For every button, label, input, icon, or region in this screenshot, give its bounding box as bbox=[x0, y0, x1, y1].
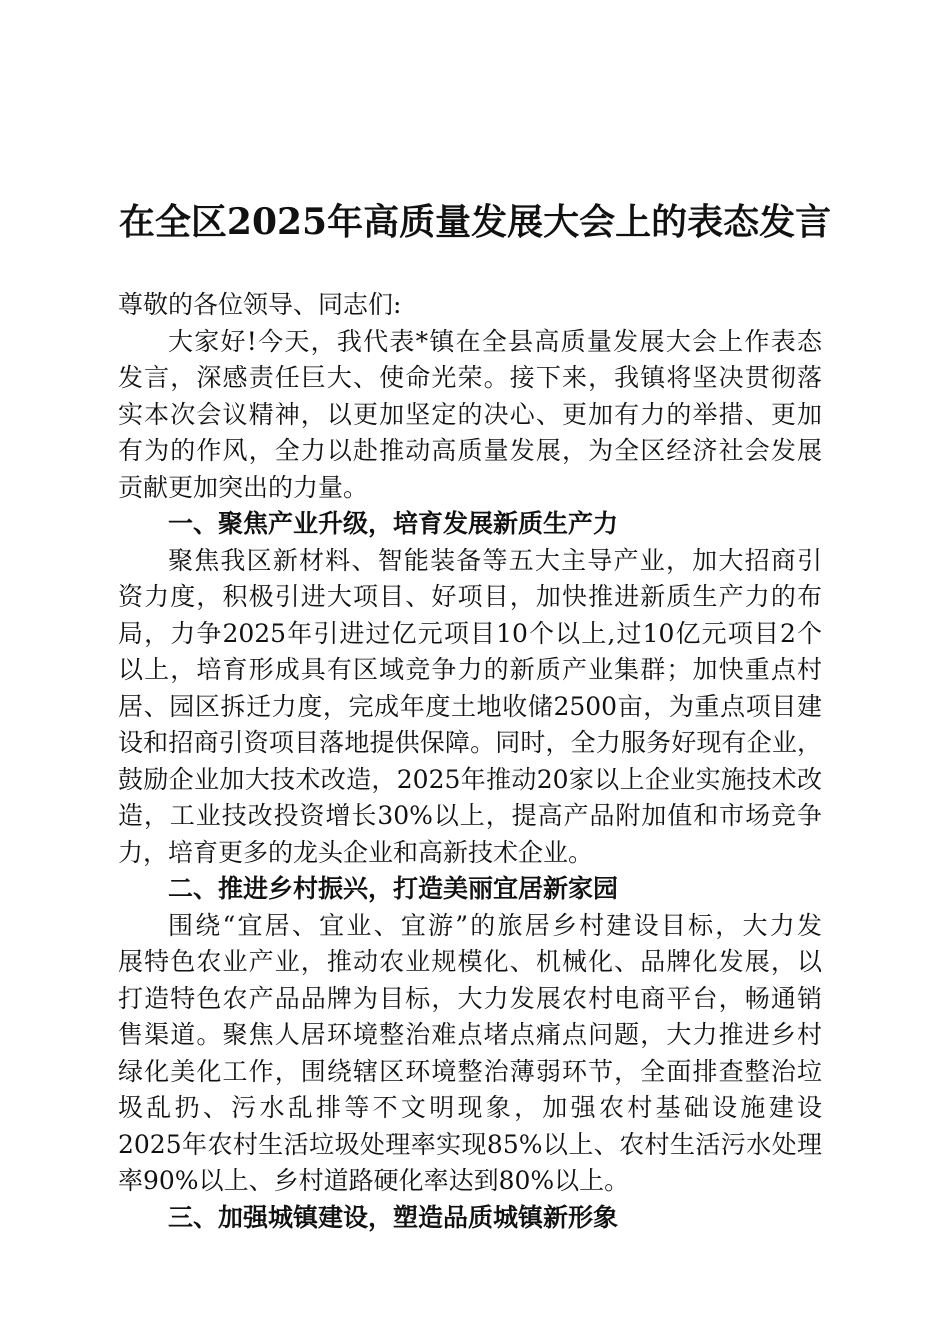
paragraph-line: 聚焦我区新材料、智能装备等五大主导产业，加大招商引 bbox=[168, 545, 822, 575]
paragraph-line: 资力度，积极引进大项目、好项目，加快推进新质生产力的布 bbox=[118, 582, 822, 611]
paragraph-line: 以上，培育形成具有区域竞争力的新质产业集群；加快重点村 bbox=[118, 655, 822, 684]
paragraph-line: 2025年农村生活垃圾处理率实现85%以上、农村生活污水处理 bbox=[118, 1129, 822, 1159]
paragraph-line: 有为的作风，全力以赴推动高质量发展，为全区经济社会发展 bbox=[118, 436, 822, 465]
salutation: 尊敬的各位领导、同志们: bbox=[118, 290, 402, 319]
paragraph-line: 展特色农业产业，推动农业规模化、机械化、品牌化发展，以 bbox=[118, 947, 822, 976]
paragraph-line: 鼓励企业加大技术改造，2025年推动20家以上企业实施技术改 bbox=[118, 764, 822, 794]
paragraph-line: 造，工业技改投资增长30%以上，提高产品附加值和市场竞争 bbox=[118, 801, 822, 830]
paragraph-line: 发言，深感责任巨大、使命光荣。接下来，我镇将坚决贯彻落 bbox=[118, 363, 822, 392]
section-heading: 二、推进乡村振兴，打造美丽宜居新家园 bbox=[168, 874, 619, 903]
paragraph-line: 打造特色农产品品牌为目标，大力发展农村电商平台，畅通销 bbox=[118, 983, 822, 1013]
paragraph-line: 率90%以上、乡村道路硬化率达到80%以上。 bbox=[118, 1166, 630, 1195]
section-heading: 三、加强城镇建设，塑造品质城镇新形象 bbox=[168, 1202, 619, 1232]
paragraph-line: 绿化美化工作，围绕辖区环境整治薄弱环节，全面排查整治垃 bbox=[118, 1056, 822, 1086]
paragraph-line: 设和招商引资项目落地提供保障。同时，全力服务好现有企业， bbox=[118, 728, 822, 757]
document-title: 在全区2025年高质量发展大会上的表态发言 bbox=[118, 201, 832, 243]
paragraph-line: 圾乱扔、污水乱排等不文明现象，加强农村基础设施建设 bbox=[118, 1093, 822, 1122]
paragraph-line: 力，培育更多的龙头企业和高新技术企业。 bbox=[118, 837, 594, 867]
paragraph-line: 围绕“宜居、宜业、宜游”的旅居乡村建设目标，大力发 bbox=[168, 910, 822, 940]
paragraph-line: 实本次会议精神，以更加坚定的决心、更加有力的举措、更加 bbox=[118, 399, 822, 429]
paragraph-line: 局，力争2025年引进过亿元项目10个以上,过10亿元项目2个 bbox=[118, 618, 822, 648]
paragraph-line: 大家好!今天，我代表*镇在全县高质量发展大会上作表态 bbox=[168, 326, 822, 356]
paragraph-line: 售渠道。聚焦人居环境整治难点堵点痛点问题，大力推进乡村 bbox=[118, 1020, 822, 1049]
paragraph-line: 贡献更加突出的力量。 bbox=[118, 472, 369, 502]
section-heading: 一、聚焦产业升级，培育发展新质生产力 bbox=[168, 509, 619, 538]
paragraph-line: 居、园区拆迁力度，完成年度土地收储2500亩，为重点项目建 bbox=[118, 691, 822, 721]
document-body bbox=[118, 287, 822, 1236]
